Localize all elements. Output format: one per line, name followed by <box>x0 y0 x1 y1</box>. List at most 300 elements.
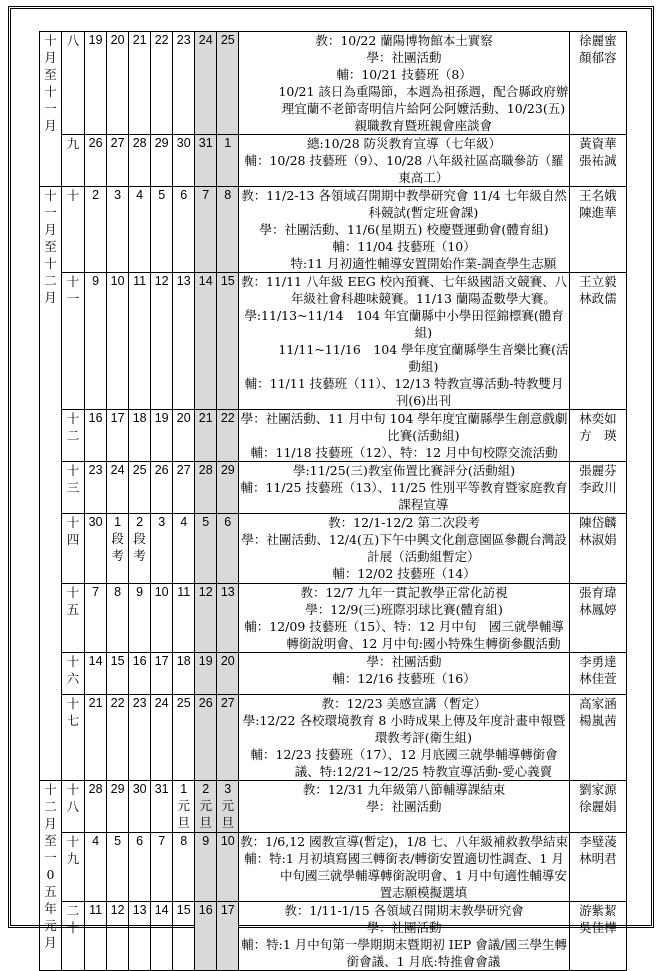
day-text: 27 <box>176 463 191 477</box>
day-cell <box>151 187 173 273</box>
day-cell <box>217 902 239 971</box>
month-char: 十 <box>44 188 57 203</box>
day-cell <box>217 695 239 781</box>
day-text: 1 <box>224 136 232 150</box>
day-text: 24 <box>154 696 169 710</box>
staff-cell <box>569 833 626 902</box>
event-cell <box>239 135 570 187</box>
day-cell <box>195 781 217 833</box>
day-cell <box>85 32 107 135</box>
event-cell <box>239 32 570 135</box>
day-text: 16 <box>198 903 213 917</box>
event-line: 學：社團活動 <box>366 654 442 669</box>
day-text: 6 <box>224 515 232 529</box>
day-cell <box>217 135 239 187</box>
event-cell <box>239 695 570 781</box>
day-text: 5 <box>114 834 122 848</box>
event-line: 學：社團活動 <box>366 920 442 935</box>
staff-name: 游紫絜 <box>579 903 617 918</box>
event-line: 輔：11/11 技藝班（11）、12/13 特教宣導活動-特教雙月刊(6)出刊 <box>244 376 564 408</box>
day-cell <box>173 833 195 902</box>
event-line: 特:11 月初適性輔導安置開始作業-調查學生志願 <box>290 256 557 271</box>
day-text: 30 <box>132 782 147 796</box>
staff-name: 楊嵐茜 <box>579 713 617 728</box>
day-cell <box>217 32 239 135</box>
staff-name: 王名娥 <box>579 188 617 203</box>
day-text: 10 <box>154 585 169 599</box>
day-cell <box>173 135 195 187</box>
staff-name: 陳進華 <box>579 205 617 220</box>
week-number: 八 <box>62 32 85 135</box>
day-text: 17 <box>110 411 125 425</box>
day-text: 7 <box>158 834 166 848</box>
month-label <box>40 32 62 187</box>
day-text: 19 <box>154 411 169 425</box>
month-char: 年 <box>44 901 57 916</box>
day-text: 旦 <box>177 816 190 830</box>
month-char: 五 <box>44 884 57 899</box>
day-text: 段 <box>133 532 146 546</box>
day-text: 8 <box>114 585 122 599</box>
day-cell <box>217 187 239 273</box>
event-line: 學：社團活動、11/6(星期五) 校慶暨運動會(體育組) <box>259 222 549 237</box>
day-cell <box>107 653 129 695</box>
event-line: 11/11~11/16 104 學年度宜蘭縣學生音樂比賽(活動組) <box>278 342 569 374</box>
staff-cell <box>569 781 626 833</box>
month-char: 十 <box>44 256 57 271</box>
day-cell <box>85 902 107 971</box>
day-cell <box>129 902 151 971</box>
day-text: 8 <box>224 188 232 202</box>
staff-cell <box>569 902 626 971</box>
day-cell <box>85 273 107 410</box>
event-cell <box>239 514 570 584</box>
day-text: 12 <box>198 585 213 599</box>
day-cell <box>173 902 195 971</box>
day-text: 14 <box>198 274 213 288</box>
day-text: 10 <box>110 274 125 288</box>
event-line: 教：11/2-13 各領域召開期中教學研究會 11/4 七年級自然科競試(暫定班會課) <box>241 188 567 220</box>
staff-cell <box>569 32 626 135</box>
day-text: 31 <box>198 136 213 150</box>
day-cell <box>173 514 195 584</box>
day-cell <box>107 187 129 273</box>
day-cell <box>217 273 239 410</box>
month-char: 二 <box>44 799 57 814</box>
event-line: 學：社團活動、12/4(五)下午中興文化創意園區參觀台灣設計展（活動組暫定） <box>241 532 567 564</box>
day-cell <box>217 584 239 653</box>
day-cell <box>217 781 239 833</box>
day-text: 29 <box>154 136 169 150</box>
day-text: 2 <box>92 188 100 202</box>
day-text: 1 <box>180 782 188 796</box>
staff-name: 顏郁容 <box>579 50 617 65</box>
day-cell <box>85 410 107 462</box>
day-cell <box>195 584 217 653</box>
day-cell <box>107 584 129 653</box>
day-cell <box>85 695 107 781</box>
day-text: 17 <box>154 654 169 668</box>
event-line: 學：社團活動 <box>366 50 442 65</box>
day-cell <box>151 584 173 653</box>
staff-cell <box>569 695 626 781</box>
staff-name: 張育瑋 <box>579 585 617 600</box>
day-cell <box>107 781 129 833</box>
day-cell <box>217 653 239 695</box>
month-char: 一 <box>44 101 57 116</box>
day-cell <box>85 462 107 514</box>
day-cell <box>107 410 129 462</box>
day-cell <box>129 187 151 273</box>
day-text: 21 <box>198 411 213 425</box>
week-row <box>40 462 627 514</box>
staff-name: 徐麗娟 <box>579 799 617 814</box>
day-cell <box>129 833 151 902</box>
day-text: 27 <box>220 696 235 710</box>
week-row <box>40 653 627 695</box>
staff-cell <box>569 273 626 410</box>
staff-cell <box>569 584 626 653</box>
day-cell <box>173 584 195 653</box>
month-char: 至 <box>44 239 57 254</box>
day-cell <box>129 273 151 410</box>
staff-name: 李勇達 <box>579 654 617 669</box>
week-row <box>40 514 627 584</box>
staff-name: 高家涵 <box>579 696 617 711</box>
staff-cell <box>569 653 626 695</box>
week-number: 十 一 <box>62 273 85 410</box>
month-char: 月 <box>44 816 57 831</box>
week-number: 十 八 <box>62 781 85 833</box>
day-text: 15 <box>176 903 191 917</box>
month-label <box>40 187 62 781</box>
event-line: 輔：11/25 技藝班（13）、11/25 性別平等教育暨家庭教育課程宣導 <box>240 480 568 512</box>
day-cell <box>195 410 217 462</box>
day-cell <box>173 462 195 514</box>
day-cell <box>129 32 151 135</box>
event-cell <box>239 187 570 273</box>
day-cell <box>195 514 217 584</box>
event-line: 輔：12/23 技藝班（17）、12 月底國三就學輔導轉銜會議、特:12/21~12/25 特教宣導活動-愛心義賣 <box>250 747 558 779</box>
day-cell <box>173 187 195 273</box>
day-cell <box>107 32 129 135</box>
month-char: 至 <box>44 833 57 848</box>
day-cell <box>129 514 151 584</box>
event-line: 教：12/1-12/2 第二次段考 <box>328 515 480 530</box>
month-char: 月 <box>44 290 57 305</box>
event-cell <box>239 653 570 695</box>
week-row <box>40 135 627 187</box>
day-cell <box>151 514 173 584</box>
day-text: 20 <box>110 33 125 47</box>
day-text: 11 <box>133 274 147 288</box>
day-cell <box>107 695 129 781</box>
day-text: 30 <box>88 515 103 529</box>
day-cell <box>107 135 129 187</box>
week-number: 十 九 <box>62 833 85 902</box>
staff-name: 徐麗蜜 <box>579 33 617 48</box>
day-text: 28 <box>88 782 103 796</box>
event-cell <box>239 781 570 833</box>
day-text: 20 <box>176 411 191 425</box>
day-cell <box>151 462 173 514</box>
event-line: 教：12/7 九年一貫記教學正常化訪視 <box>300 585 508 600</box>
day-text: 28 <box>132 136 147 150</box>
staff-name: 方 瑛 <box>579 428 617 443</box>
week-row <box>40 32 627 135</box>
day-text: 22 <box>110 696 125 710</box>
day-cell <box>195 833 217 902</box>
day-text: 9 <box>92 274 100 288</box>
day-cell <box>151 32 173 135</box>
month-char: 月 <box>44 118 57 133</box>
event-line: 輔：12/16 技藝班（16） <box>332 671 476 686</box>
day-cell <box>195 653 217 695</box>
week-row <box>40 902 627 971</box>
day-cell <box>85 187 107 273</box>
day-text: 元 <box>199 799 212 813</box>
day-text: 7 <box>92 585 100 599</box>
week-number: 十 七 <box>62 695 85 781</box>
day-text: 6 <box>180 188 188 202</box>
day-cell <box>151 781 173 833</box>
day-text: 12 <box>110 903 125 917</box>
day-cell <box>85 653 107 695</box>
day-text: 21 <box>132 33 147 47</box>
event-line: 學:12/22 各校環境教育 8 小時成果上傳及年度計畫申報暨環教考評(衛生組) <box>242 713 566 745</box>
day-text: 29 <box>220 463 235 477</box>
day-text: 23 <box>88 463 103 477</box>
day-text: 26 <box>198 696 213 710</box>
day-text: 31 <box>154 782 169 796</box>
day-cell <box>85 135 107 187</box>
day-text: 2 <box>202 782 210 796</box>
day-text: 4 <box>92 834 100 848</box>
day-text: 考 <box>133 549 146 563</box>
event-line: 教：12/31 九年級第八節輔導課結束 <box>302 782 506 797</box>
day-text: 12 <box>154 274 169 288</box>
day-text: 旦 <box>199 816 212 830</box>
day-cell <box>151 410 173 462</box>
day-text: 25 <box>220 33 235 47</box>
event-line: 輔：10/21 技藝班（8） <box>336 67 472 82</box>
staff-name: 張麗芬 <box>579 463 617 478</box>
month-char: 元 <box>44 918 57 933</box>
staff-name: 王立毅 <box>579 274 617 289</box>
day-cell <box>217 410 239 462</box>
month-char: 一 <box>44 850 57 865</box>
day-text: 9 <box>202 834 210 848</box>
day-cell <box>151 653 173 695</box>
staff-name: 林鳳婷 <box>579 602 617 617</box>
event-line: 輔：12/09 技藝班（15）、特：12 月中旬 國三就學輔導轉銜說明會、12 月中旬:國小特殊生轉銜參觀活動 <box>244 619 564 651</box>
day-text: 24 <box>198 33 213 47</box>
staff-name: 劉家源 <box>579 782 617 797</box>
event-line: 輔：12/02 技藝班（14） <box>332 566 476 581</box>
day-text: 29 <box>110 782 125 796</box>
event-line: 教：1/11-1/15 各領域召開期末教學研究會 <box>284 903 524 918</box>
day-cell <box>195 135 217 187</box>
day-cell <box>151 902 173 971</box>
day-cell <box>85 514 107 584</box>
day-text: 15 <box>110 654 125 668</box>
day-text: 考 <box>111 549 124 563</box>
month-char: 月 <box>44 50 57 65</box>
event-line: 教：12/23 美感宣講（暫定） <box>321 696 487 711</box>
event-line: 輔：11/18 技藝班（12）、特：12 月中旬校際交流活動 <box>250 445 558 460</box>
week-row <box>40 584 627 653</box>
week-number: 十 <box>62 187 85 273</box>
day-text: 14 <box>88 654 103 668</box>
week-number: 二 十 <box>62 902 85 971</box>
staff-name: 林明君 <box>579 851 617 866</box>
day-text: 3 <box>224 782 232 796</box>
day-cell <box>195 902 217 971</box>
day-cell <box>129 653 151 695</box>
event-line: 學:11/25(三)教室佈置比賽評分(活動組) <box>292 463 516 478</box>
day-text: 5 <box>158 188 166 202</box>
week-number: 十 三 <box>62 462 85 514</box>
day-text: 13 <box>176 274 191 288</box>
month-label <box>40 781 62 971</box>
day-cell <box>85 833 107 902</box>
day-cell <box>217 514 239 584</box>
event-line: 學：社團活動、11 月中旬 104 學年度宜蘭縣學生創意戲劇比賽(活動組) <box>240 411 568 443</box>
day-text: 2 <box>136 515 144 529</box>
day-cell <box>173 410 195 462</box>
event-line: 輔：11/04 技藝班（10） <box>332 239 476 254</box>
day-text: 28 <box>198 463 213 477</box>
day-text: 16 <box>88 411 103 425</box>
day-cell <box>151 833 173 902</box>
day-text: 19 <box>88 33 103 47</box>
day-text: 18 <box>132 411 147 425</box>
day-text: 11 <box>177 585 191 599</box>
day-text: 26 <box>88 136 103 150</box>
week-number: 十 五 <box>62 584 85 653</box>
day-text: 21 <box>88 696 103 710</box>
staff-name: 李政川 <box>579 480 617 495</box>
event-cell <box>239 833 570 902</box>
day-text: 3 <box>114 188 122 202</box>
day-text: 27 <box>110 136 125 150</box>
event-line: 輔：10/28 技藝班（9）、10/28 八年級社區高職參訪（羅東高工） <box>244 153 564 185</box>
week-row <box>40 187 627 273</box>
month-char: 至 <box>44 67 57 82</box>
staff-name: 李璧蓤 <box>579 834 617 849</box>
day-cell <box>217 462 239 514</box>
day-text: 16 <box>132 654 147 668</box>
day-cell <box>195 695 217 781</box>
day-cell <box>129 695 151 781</box>
day-text: 26 <box>154 463 169 477</box>
day-cell <box>129 584 151 653</box>
day-text: 19 <box>198 654 213 668</box>
day-cell <box>173 781 195 833</box>
day-cell <box>195 273 217 410</box>
day-text: 20 <box>220 654 235 668</box>
staff-cell <box>569 187 626 273</box>
day-text: 17 <box>220 903 235 917</box>
day-text: 元 <box>177 799 190 813</box>
day-text: 14 <box>154 903 169 917</box>
day-cell <box>107 273 129 410</box>
event-line: 教：11/11 八年級 EEG 校內預賽、七年級國語文競賽、八年級社會科趣味競賽。11/13 蘭陽盃數學大賽。 <box>240 274 568 306</box>
month-char: 二 <box>44 273 57 288</box>
day-text: 7 <box>202 188 210 202</box>
day-text: 4 <box>136 188 144 202</box>
day-text: 13 <box>220 585 235 599</box>
event-line: 學：社團活動 <box>366 799 442 814</box>
month-char: 0 <box>46 867 55 882</box>
day-text: 3 <box>158 515 166 529</box>
day-cell <box>129 462 151 514</box>
day-text: 22 <box>220 411 235 425</box>
month-char: 月 <box>44 935 57 950</box>
day-text: 13 <box>132 903 147 917</box>
month-char: 十 <box>44 33 57 48</box>
day-text: 30 <box>176 136 191 150</box>
staff-cell <box>569 135 626 187</box>
staff-cell <box>569 462 626 514</box>
week-row <box>40 410 627 462</box>
day-cell <box>85 584 107 653</box>
event-line: 教：10/22 蘭陽博物館本土實察 <box>315 33 493 48</box>
week-number: 十 六 <box>62 653 85 695</box>
day-text: 旦 <box>221 816 235 830</box>
day-cell <box>107 462 129 514</box>
event-cell <box>239 462 570 514</box>
day-text: 25 <box>132 463 147 477</box>
event-line: 10/21 該日為重陽節，本週為祖孫週，配合縣政府辦理宜蘭不老節寄明信片給阿公阿嬤活動、10/23(五)親職教育暨班親會座談會 <box>278 84 569 133</box>
day-cell <box>129 410 151 462</box>
day-text: 4 <box>180 515 188 529</box>
staff-name: 林政儒 <box>579 291 617 306</box>
day-text: 1 <box>114 515 122 529</box>
month-char: 月 <box>44 222 57 237</box>
day-cell <box>107 833 129 902</box>
event-line: 輔：特:1 月初填寫國三轉銜表/轉銜安置適切性調查、1 月中旬國三就學輔導轉銜說明會、1 月中旬適性輔導安置志願模擬選填 <box>244 851 567 900</box>
event-cell <box>239 410 570 462</box>
day-text: 11 <box>89 903 103 917</box>
week-number: 九 <box>62 135 85 187</box>
day-cell <box>107 902 129 971</box>
day-text: 23 <box>176 33 191 47</box>
event-line: 學：12/9(三)班際羽球比賽(體育組) <box>305 602 503 617</box>
staff-name: 林佳萱 <box>579 671 617 686</box>
day-cell <box>151 695 173 781</box>
staff-name: 陳岱麟 <box>579 515 617 530</box>
day-cell <box>129 781 151 833</box>
staff-cell <box>569 410 626 462</box>
day-cell <box>173 653 195 695</box>
day-text: 段 <box>111 532 124 546</box>
day-text: 25 <box>176 696 191 710</box>
day-cell <box>173 32 195 135</box>
week-row <box>40 695 627 781</box>
day-cell <box>195 462 217 514</box>
day-text: 22 <box>154 33 169 47</box>
staff-name: 張祐誠 <box>579 153 617 168</box>
day-cell <box>195 32 217 135</box>
event-line: 教：1/6,12 國教宣導(暫定)，1/8 七、八年級補救教學結束 <box>240 834 568 849</box>
event-cell <box>239 902 570 971</box>
staff-name: 林奕如 <box>579 411 617 426</box>
day-text: 6 <box>136 834 144 848</box>
staff-name: 黃資華 <box>579 136 617 151</box>
day-cell <box>173 273 195 410</box>
week-row <box>40 781 627 833</box>
